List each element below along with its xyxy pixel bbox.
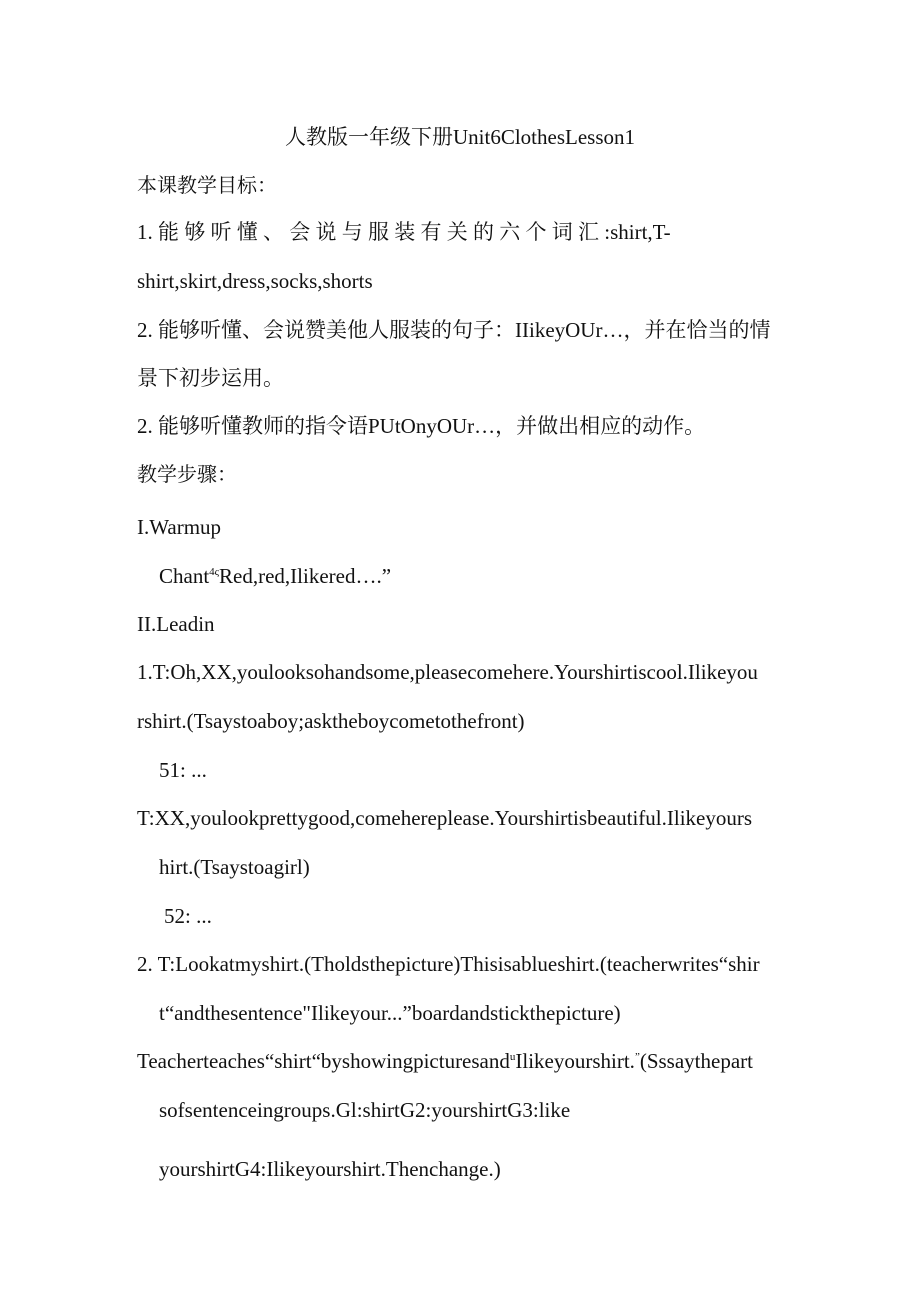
teach-line-1-a: Teacherteaches“shirt“byshowingpicturesand [137, 1049, 510, 1073]
objectives-heading: 本课教学目标： [137, 173, 277, 197]
teach-line-1-mark-2: ” [634, 1051, 640, 1063]
teach-line-1-c: (Sssaythepart [639, 1049, 753, 1073]
leadin-1-line-2: rshirt.(Tsaystoaboy;asktheboycometothefront) [137, 709, 525, 733]
teach-line-1 [137, 1047, 753, 1075]
leadin-2-line-2: t“andthesentence"Ilikeyour...”boardandstickthepicture) [159, 1001, 621, 1025]
document-title: 人教版一年级下册Unit6ClothesLesson1 [285, 125, 635, 149]
objective-1-line-2: shirt,skirt,dress,socks,shorts [137, 269, 373, 293]
student-1-reply: 51: ... [159, 758, 207, 782]
leadin-2-line-1: 2. T:Lookatmyshirt.(Tholdsthepicture)Thisisablueshirt.(teacherwrites“shir [137, 952, 760, 976]
steps-heading: 教学步骤： [137, 462, 237, 486]
teach-line-2: sofsentenceingroups.Gl:shirtG2:yourshirtG3:like [159, 1098, 571, 1122]
objective-1-line-1: 1. 能 够 听 懂 、 会 说 与 服 装 有 关 的 六 个 词 汇 :shirt,T- [137, 220, 671, 244]
student-2-reply: 52: ... [164, 904, 212, 928]
objective-3: 2. 能够听懂教师的指令语PUtOnyOUr…，并做出相应的动作。 [137, 414, 706, 438]
teach-line-1-mark: u [509, 1051, 516, 1063]
objective-2-line-1: 2. 能够听懂、会说赞美他人服装的句子：IIikeyOUr…，并在恰当的情 [137, 318, 771, 342]
chant-line [159, 562, 391, 590]
chant-text: Red,red,Ilikered….” [219, 564, 392, 588]
chant-mark: 4ς [209, 566, 220, 578]
teach-line-1-b: Ilikeyourshirt. [515, 1049, 635, 1073]
objective-2-line-2: 景下初步运用。 [137, 366, 284, 390]
leadin-1-line-1: 1.T:Oh,XX,youlooksohandsome,pleasecomehere.Yourshirtiscool.Ilikeyou [137, 660, 758, 684]
chant-prefix: Chant [159, 564, 210, 588]
leadin-1b-line-1: T:XX,youlookprettygood,comehereplease.Yourshirtisbeautiful.Ilikeyours [137, 806, 753, 830]
teach-line-3: yourshirtG4:Ilikeyourshirt.Thenchange.) [159, 1157, 501, 1181]
leadin-1b-line-2: hirt.(Tsaystoagirl) [159, 855, 310, 879]
section-warmup-heading: I.Warmup [137, 515, 222, 539]
section-leadin-heading: II.Leadin [137, 612, 215, 636]
